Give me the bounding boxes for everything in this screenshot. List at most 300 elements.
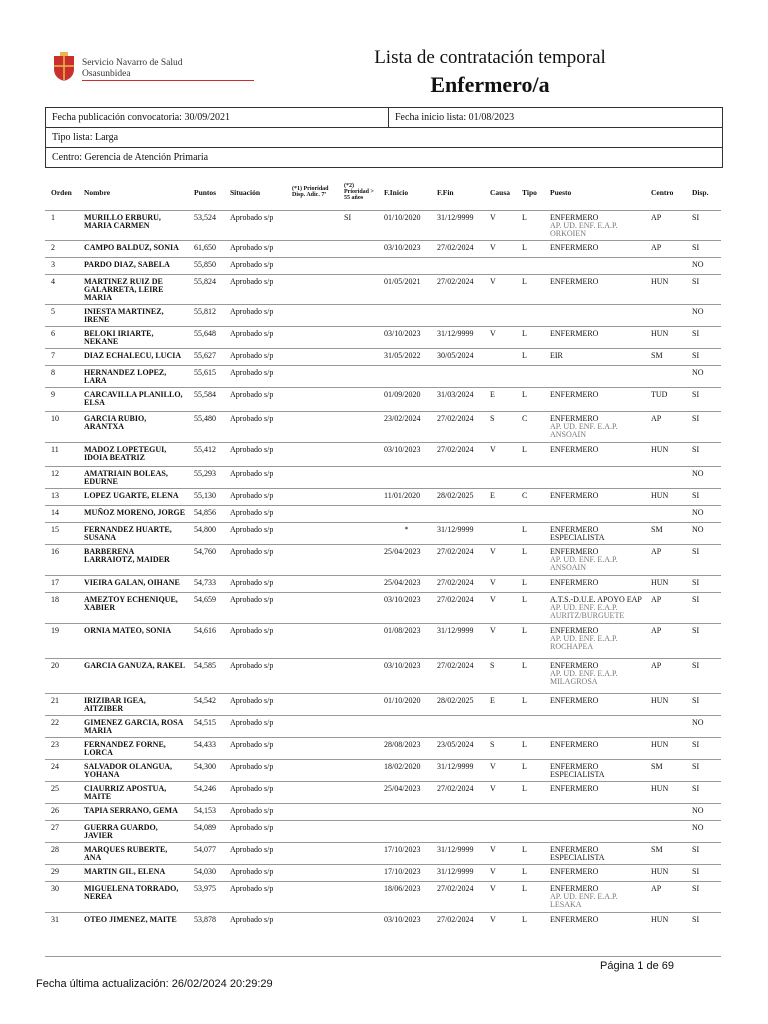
navarra-shield-icon — [52, 52, 76, 82]
logo-line-1: Servicio Navarro de Salud — [82, 58, 183, 68]
cell-puesto — [544, 443, 645, 467]
cell-nombre: VIEIRA GALAN, OIHANE — [78, 576, 188, 593]
cell-finicio: * — [378, 523, 431, 545]
cell-puesto-main: ENFERMERO — [550, 547, 599, 556]
cell-orden: 25 — [45, 782, 78, 804]
cell-p2 — [338, 305, 378, 327]
cell-ffin — [431, 804, 484, 821]
cell-nombre: LOPEZ UGARTE, ELENA — [78, 489, 188, 506]
cell-ffin: 31/12/9999 — [431, 523, 484, 545]
cell-nombre: OTEO JIMENEZ, MAITE — [78, 913, 188, 930]
cell-p2 — [338, 388, 378, 412]
cell-puesto — [544, 882, 645, 913]
cell-finicio — [378, 506, 431, 523]
cell-causa: V — [484, 545, 516, 576]
cell-disp: SI — [686, 388, 721, 412]
cell-orden: 27 — [45, 821, 78, 843]
cell-puesto — [544, 388, 645, 412]
footer-rule — [45, 956, 721, 957]
cell-p2 — [338, 716, 378, 738]
cell-finicio: 01/09/2020 — [378, 388, 431, 412]
cell-tipo — [516, 258, 544, 275]
cell-centro: AP — [645, 211, 686, 241]
cell-ffin: 27/02/2024 — [431, 782, 484, 804]
cell-nombre: HERNANDEZ LOPEZ, LARA — [78, 366, 188, 388]
cell-orden: 11 — [45, 443, 78, 467]
cell-causa: V — [484, 576, 516, 593]
cell-puntos: 54,616 — [188, 624, 224, 659]
page-subtitle: Enfermero/a — [430, 72, 550, 97]
cell-tipo: L — [516, 782, 544, 804]
cell-orden: 1 — [45, 211, 78, 241]
cell-causa — [484, 523, 516, 545]
cell-disp: SI — [686, 576, 721, 593]
cell-centro: AP — [645, 412, 686, 443]
cell-orden: 13 — [45, 489, 78, 506]
cell-nombre: GIMENEZ GARCIA, ROSA MARIA — [78, 716, 188, 738]
cell-nombre: PARDO DIAZ, SABELA — [78, 258, 188, 275]
cell-tipo: L — [516, 443, 544, 467]
cell-puesto-main: ENFERMERO — [550, 626, 599, 635]
cell-disp: SI — [686, 349, 721, 366]
cell-tipo: L — [516, 349, 544, 366]
cell-nombre: ORNIA MATEO, SONIA — [78, 624, 188, 659]
cell-ffin: 23/05/2024 — [431, 738, 484, 760]
cell-causa — [484, 716, 516, 738]
cell-p2 — [338, 523, 378, 545]
cell-finicio: 03/10/2023 — [378, 913, 431, 930]
cell-orden: 7 — [45, 349, 78, 366]
cell-puesto — [544, 506, 645, 523]
cell-puesto — [544, 843, 645, 865]
cell-situacion: Aprobado s/p — [224, 327, 286, 349]
cell-finicio: 11/01/2020 — [378, 489, 431, 506]
cell-finicio: 28/08/2023 — [378, 738, 431, 760]
cell-centro: HUN — [645, 443, 686, 467]
cell-disp: SI — [686, 211, 721, 241]
cell-disp: NO — [686, 804, 721, 821]
cell-puntos: 55,648 — [188, 327, 224, 349]
cell-puesto — [544, 659, 645, 694]
cell-ffin: 31/03/2024 — [431, 388, 484, 412]
cell-orden: 19 — [45, 624, 78, 659]
cell-tipo: C — [516, 489, 544, 506]
cell-centro: SM — [645, 523, 686, 545]
cell-finicio — [378, 467, 431, 489]
cell-situacion: Aprobado s/p — [224, 275, 286, 305]
cell-disp: NO — [686, 258, 721, 275]
cell-causa: V — [484, 275, 516, 305]
cell-causa: S — [484, 659, 516, 694]
table-row — [45, 716, 721, 738]
cell-ffin: 27/02/2024 — [431, 659, 484, 694]
cell-puesto-main: ENFERMERO ESPECIALISTA — [550, 845, 605, 862]
cell-p2 — [338, 804, 378, 821]
cell-tipo — [516, 804, 544, 821]
cell-causa — [484, 349, 516, 366]
cell-tipo: L — [516, 523, 544, 545]
cell-puesto — [544, 913, 645, 930]
cell-ffin — [431, 506, 484, 523]
cell-situacion: Aprobado s/p — [224, 388, 286, 412]
cell-p2 — [338, 760, 378, 782]
cell-finicio: 01/08/2023 — [378, 624, 431, 659]
cell-p1 — [286, 545, 338, 576]
table-row — [45, 545, 721, 576]
cell-p1 — [286, 843, 338, 865]
cell-situacion: Aprobado s/p — [224, 241, 286, 258]
cell-p1 — [286, 211, 338, 241]
cell-situacion: Aprobado s/p — [224, 593, 286, 624]
cell-tipo: L — [516, 545, 544, 576]
cell-puesto — [544, 804, 645, 821]
cell-nombre: GUERRA GUARDO, JAVIER — [78, 821, 188, 843]
cell-puesto — [544, 782, 645, 804]
cell-ffin: 28/02/2025 — [431, 489, 484, 506]
cell-tipo: L — [516, 843, 544, 865]
cell-puesto — [544, 593, 645, 624]
table-row — [45, 489, 721, 506]
cell-ffin: 31/12/9999 — [431, 327, 484, 349]
cell-nombre: SALVADOR OLANGUA, YOHANA — [78, 760, 188, 782]
cell-causa: V — [484, 882, 516, 913]
table-row — [45, 694, 721, 716]
cell-causa — [484, 366, 516, 388]
cell-p2 — [338, 659, 378, 694]
cell-situacion: Aprobado s/p — [224, 694, 286, 716]
cell-puesto-unit: AP. UD. ENF. E.A.P. ANSOAIN — [550, 422, 618, 439]
cell-tipo: C — [516, 412, 544, 443]
cell-p2 — [338, 593, 378, 624]
cell-puntos: 53,524 — [188, 211, 224, 241]
cell-p2 — [338, 821, 378, 843]
cell-p1 — [286, 305, 338, 327]
cell-disp: SI — [686, 760, 721, 782]
cell-p1 — [286, 760, 338, 782]
cell-disp: SI — [686, 913, 721, 930]
cell-nombre: CAMPO BALDUZ, SONIA — [78, 241, 188, 258]
cell-nombre: CARCAVILLA PLANILLO, ELSA — [78, 388, 188, 412]
cell-puntos: 54,246 — [188, 782, 224, 804]
table-row — [45, 506, 721, 523]
cell-puntos: 55,812 — [188, 305, 224, 327]
cell-centro: SM — [645, 843, 686, 865]
cell-centro: HUN — [645, 275, 686, 305]
cell-disp: NO — [686, 716, 721, 738]
cell-p1 — [286, 388, 338, 412]
cell-causa — [484, 467, 516, 489]
col-ffin: F.Fin — [437, 187, 454, 197]
cell-puesto-main: ENFERMERO — [550, 277, 599, 286]
cell-tipo: L — [516, 211, 544, 241]
table-row — [45, 443, 721, 467]
table-row — [45, 576, 721, 593]
cell-nombre: FERNANDEZ HUARTE, SUSANA — [78, 523, 188, 545]
cell-p1 — [286, 694, 338, 716]
cell-puesto-main: ENFERMERO ESPECIALISTA — [550, 525, 605, 542]
cell-orden: 20 — [45, 659, 78, 694]
cell-puesto — [544, 412, 645, 443]
cell-p2 — [338, 913, 378, 930]
cell-situacion: Aprobado s/p — [224, 305, 286, 327]
cell-p1 — [286, 275, 338, 305]
col-finicio: F.Inicio — [384, 187, 409, 197]
cell-puesto-main: A.T.S.-D.U.E. APOYO EAP — [550, 595, 642, 604]
cell-situacion: Aprobado s/p — [224, 545, 286, 576]
cell-p2 — [338, 467, 378, 489]
cell-orden: 21 — [45, 694, 78, 716]
cell-puesto — [544, 576, 645, 593]
cell-tipo: L — [516, 738, 544, 760]
cell-finicio: 01/05/2021 — [378, 275, 431, 305]
cell-disp: SI — [686, 327, 721, 349]
cell-p2 — [338, 412, 378, 443]
cell-orden: 23 — [45, 738, 78, 760]
cell-causa: V — [484, 327, 516, 349]
cell-situacion: Aprobado s/p — [224, 624, 286, 659]
cell-p2 — [338, 694, 378, 716]
cell-nombre: FERNANDEZ FORNE, LORCA — [78, 738, 188, 760]
cell-disp: SI — [686, 659, 721, 694]
cell-disp: SI — [686, 443, 721, 467]
cell-causa: V — [484, 211, 516, 241]
cell-puesto-main: EIR — [550, 351, 563, 360]
cell-puesto-main: ENFERMERO — [550, 329, 599, 338]
cell-centro: HUN — [645, 738, 686, 760]
centro: Centro: Gerencia de Atención Primaria — [52, 152, 209, 163]
table-row — [45, 760, 721, 782]
cell-finicio: 03/10/2023 — [378, 443, 431, 467]
table-row — [45, 349, 721, 366]
cell-puntos: 54,030 — [188, 865, 224, 882]
cell-disp: SI — [686, 624, 721, 659]
cell-ffin: 27/02/2024 — [431, 882, 484, 913]
cell-orden: 26 — [45, 804, 78, 821]
cell-disp: SI — [686, 882, 721, 913]
cell-puesto-unit: AP. UD. ENF. E.A.P. AURITZ/BURGUETE — [550, 603, 625, 620]
cell-orden: 29 — [45, 865, 78, 882]
cell-ffin: 27/02/2024 — [431, 275, 484, 305]
cell-centro: SM — [645, 760, 686, 782]
fecha-publicacion: Fecha publicación convocatoria: 30/09/2021 — [46, 108, 389, 127]
cell-ffin — [431, 258, 484, 275]
cell-p2 — [338, 545, 378, 576]
cell-p1 — [286, 349, 338, 366]
cell-situacion: Aprobado s/p — [224, 506, 286, 523]
cell-finicio: 17/10/2023 — [378, 843, 431, 865]
cell-puesto — [544, 821, 645, 843]
col-disp: Disp. — [692, 187, 709, 197]
cell-causa — [484, 258, 516, 275]
cell-causa: S — [484, 738, 516, 760]
cell-puntos: 55,293 — [188, 467, 224, 489]
cell-tipo: L — [516, 388, 544, 412]
cell-puesto-main: ENFERMERO — [550, 213, 599, 222]
cell-finicio: 03/10/2023 — [378, 327, 431, 349]
cell-nombre: AMEZTOY ECHENIQUE, XABIER — [78, 593, 188, 624]
cell-ffin: 30/05/2024 — [431, 349, 484, 366]
cell-disp: SI — [686, 412, 721, 443]
cell-causa — [484, 804, 516, 821]
cell-situacion: Aprobado s/p — [224, 882, 286, 913]
cell-puesto — [544, 366, 645, 388]
cell-causa: V — [484, 593, 516, 624]
cell-tipo: L — [516, 913, 544, 930]
cell-situacion: Aprobado s/p — [224, 782, 286, 804]
cell-puesto — [544, 467, 645, 489]
cell-orden: 3 — [45, 258, 78, 275]
cell-ffin: 27/02/2024 — [431, 545, 484, 576]
cell-finicio: 25/04/2023 — [378, 576, 431, 593]
cell-puntos: 54,800 — [188, 523, 224, 545]
cell-centro: SM — [645, 349, 686, 366]
cell-puesto-unit: AP. UD. ENF. E.A.P. ROCHAPEA — [550, 634, 618, 651]
cell-orden: 17 — [45, 576, 78, 593]
col-centro: Centro — [651, 187, 674, 197]
cell-disp: SI — [686, 545, 721, 576]
table-row — [45, 782, 721, 804]
cell-orden: 5 — [45, 305, 78, 327]
cell-nombre: CIAURRIZ APOSTUA, MAITE — [78, 782, 188, 804]
table-row — [45, 738, 721, 760]
cell-tipo: L — [516, 576, 544, 593]
col-tipo: Tipo — [522, 187, 537, 197]
cell-puesto — [544, 738, 645, 760]
cell-p2 — [338, 865, 378, 882]
cell-causa: E — [484, 489, 516, 506]
col-causa: Causa — [490, 187, 511, 197]
cell-p1 — [286, 804, 338, 821]
cell-tipo — [516, 716, 544, 738]
cell-puesto-main: ENFERMERO — [550, 661, 599, 670]
cell-ffin: 27/02/2024 — [431, 443, 484, 467]
cell-puesto-main: ENFERMERO — [550, 867, 599, 876]
cell-puntos: 53,878 — [188, 913, 224, 930]
cell-situacion: Aprobado s/p — [224, 258, 286, 275]
cell-finicio — [378, 804, 431, 821]
cell-centro: AP — [645, 882, 686, 913]
cell-p2 — [338, 782, 378, 804]
cell-puesto — [544, 624, 645, 659]
cell-puntos: 55,130 — [188, 489, 224, 506]
cell-ffin: 31/12/9999 — [431, 211, 484, 241]
cell-puesto-unit: AP. UD. ENF. E.A.P. LESAKA — [550, 892, 618, 909]
cell-tipo — [516, 305, 544, 327]
cell-puntos: 55,480 — [188, 412, 224, 443]
cell-puesto-main: ENFERMERO — [550, 491, 599, 500]
cell-puntos: 61,650 — [188, 241, 224, 258]
cell-orden: 9 — [45, 388, 78, 412]
cell-finicio — [378, 821, 431, 843]
contract-list-table — [45, 178, 721, 930]
cell-disp: SI — [686, 275, 721, 305]
cell-situacion: Aprobado s/p — [224, 412, 286, 443]
cell-p2 — [338, 882, 378, 913]
cell-ffin: 27/02/2024 — [431, 241, 484, 258]
cell-causa: V — [484, 241, 516, 258]
cell-p1 — [286, 716, 338, 738]
cell-finicio: 17/10/2023 — [378, 865, 431, 882]
cell-centro: AP — [645, 241, 686, 258]
table-row — [45, 327, 721, 349]
cell-causa — [484, 305, 516, 327]
cell-puntos: 55,412 — [188, 443, 224, 467]
cell-disp: NO — [686, 506, 721, 523]
cell-puesto-main: ENFERMERO — [550, 578, 599, 587]
col-nombre: Nombre — [84, 187, 111, 197]
cell-p1 — [286, 593, 338, 624]
cell-disp: SI — [686, 738, 721, 760]
cell-nombre: BELOKI IRIARTE, NEKANE — [78, 327, 188, 349]
cell-ffin: 27/02/2024 — [431, 412, 484, 443]
cell-orden: 18 — [45, 593, 78, 624]
cell-p2 — [338, 489, 378, 506]
cell-nombre: MUÑOZ MORENO, JORGE — [78, 506, 188, 523]
cell-puesto — [544, 241, 645, 258]
cell-puntos: 54,300 — [188, 760, 224, 782]
cell-disp: SI — [686, 843, 721, 865]
cell-situacion: Aprobado s/p — [224, 467, 286, 489]
cell-causa — [484, 821, 516, 843]
logo-line-2: Osasunbidea — [82, 69, 131, 79]
cell-disp: SI — [686, 782, 721, 804]
cell-tipo — [516, 467, 544, 489]
cell-puesto-unit: AP. UD. ENF. E.A.P. MILAGROSA — [550, 669, 618, 686]
cell-puntos: 54,542 — [188, 694, 224, 716]
cell-centro — [645, 804, 686, 821]
cell-nombre: MARTINEZ RUIZ DE GALARRETA, LEIRE MARIA — [78, 275, 188, 305]
cell-puesto — [544, 523, 645, 545]
cell-centro: HUN — [645, 913, 686, 930]
cell-nombre: MADOZ LOPETEGUI, IDOIA BEATRIZ — [78, 443, 188, 467]
table-row — [45, 412, 721, 443]
cell-p1 — [286, 624, 338, 659]
cell-puntos: 55,850 — [188, 258, 224, 275]
cell-p2 — [338, 275, 378, 305]
cell-centro — [645, 506, 686, 523]
cell-situacion: Aprobado s/p — [224, 865, 286, 882]
cell-p1 — [286, 366, 338, 388]
cell-orden: 4 — [45, 275, 78, 305]
cell-puesto — [544, 489, 645, 506]
tipo-lista: Tipo lista: Larga — [46, 128, 722, 148]
cell-puesto — [544, 694, 645, 716]
cell-situacion: Aprobado s/p — [224, 489, 286, 506]
cell-p1 — [286, 659, 338, 694]
table-body — [45, 211, 721, 930]
cell-tipo — [516, 506, 544, 523]
cell-nombre: IRIZIBAR IGEA, AITZIBER — [78, 694, 188, 716]
cell-tipo: L — [516, 593, 544, 624]
cell-orden: 12 — [45, 467, 78, 489]
cell-causa: S — [484, 412, 516, 443]
cell-disp: SI — [686, 865, 721, 882]
cell-orden: 31 — [45, 913, 78, 930]
cell-ffin: 28/02/2025 — [431, 694, 484, 716]
cell-p2 — [338, 843, 378, 865]
cell-finicio: 01/10/2020 — [378, 211, 431, 241]
cell-puesto-main: ENFERMERO — [550, 414, 599, 423]
table-row — [45, 624, 721, 659]
cell-puesto-unit: AP. UD. ENF. E.A.P. ANSOAIN — [550, 555, 618, 572]
cell-disp: NO — [686, 523, 721, 545]
cell-p2 — [338, 366, 378, 388]
cell-situacion: Aprobado s/p — [224, 366, 286, 388]
cell-puesto — [544, 545, 645, 576]
cell-situacion: Aprobado s/p — [224, 913, 286, 930]
cell-situacion: Aprobado s/p — [224, 659, 286, 694]
cell-finicio: 18/02/2020 — [378, 760, 431, 782]
